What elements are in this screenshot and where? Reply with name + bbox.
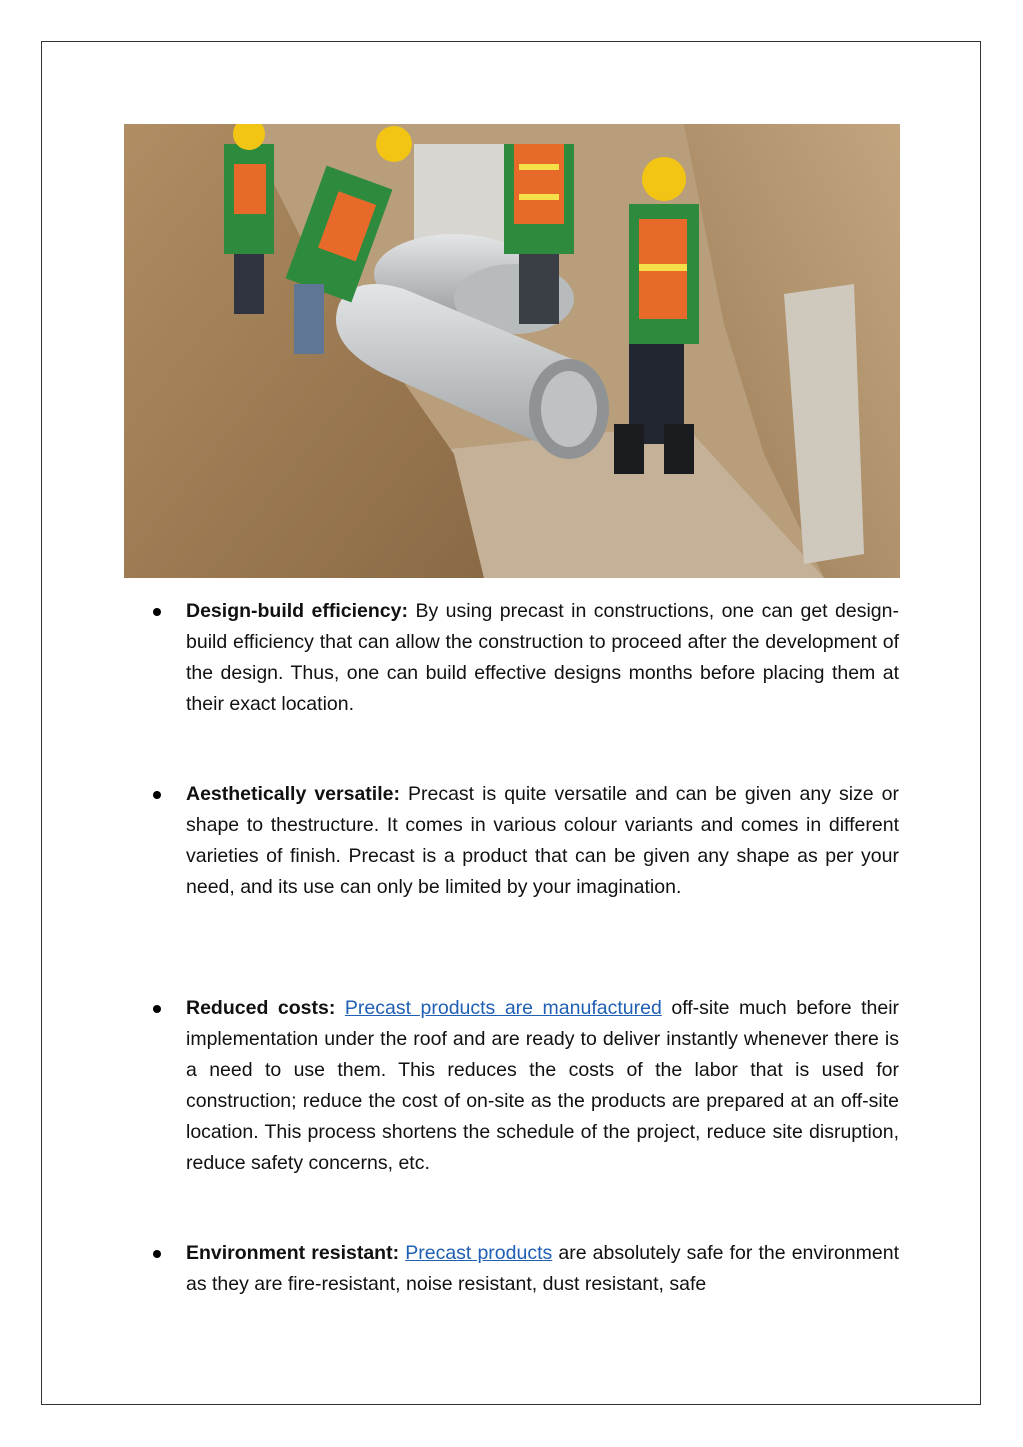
- bullet-text: By using precast in constructions, one can get design-build efficiency that can allow the construction to proceed after the development of the design. Thus, one can build effective designs months before placing them at their exact location.: [186, 600, 899, 715]
- list-item: [146, 596, 899, 720]
- bullet-title: Reduced costs:: [186, 997, 336, 1019]
- construction-photo: [124, 124, 900, 578]
- bullet-text: are absolutely safe for the environment as they are fire-resistant, noise resistant, dust resistant, safe: [186, 1242, 899, 1295]
- precast-products-link[interactable]: Precast products: [405, 1242, 553, 1264]
- bullet-icon: [153, 1250, 161, 1258]
- bullet-icon: [153, 608, 161, 616]
- list-item: [146, 993, 899, 1179]
- bullet-icon: [153, 791, 161, 799]
- bullet-text: Precast is quite versatile and can be given any size or shape to thestructure. It comes in various colour variants and comes in different varieties of finish. Precast is a product that can be given any shape as per your need, and its use can only be limited by your imagination.: [186, 783, 900, 898]
- precast-manufactured-link[interactable]: Precast products are manufactured: [344, 997, 662, 1019]
- bullet-icon: [153, 1005, 161, 1013]
- bullet-title: Environment resistant:: [186, 1242, 400, 1264]
- bullet-text: off-site much before their implementation under the roof and are ready to deliver instantly whenever there is a need to use them. This reduces the costs of the labor that is used for construction; reduce the cost of on-site as the products are prepared at an off-site location. This process shortens the schedule of the project, reduce site disruption, reduce safety concerns, etc.: [186, 997, 900, 1174]
- list-item: [146, 779, 899, 903]
- bullet-title: Aesthetically versatile:: [186, 783, 400, 805]
- bullet-title: Design-build efficiency:: [186, 600, 408, 622]
- list-item: [146, 1238, 899, 1300]
